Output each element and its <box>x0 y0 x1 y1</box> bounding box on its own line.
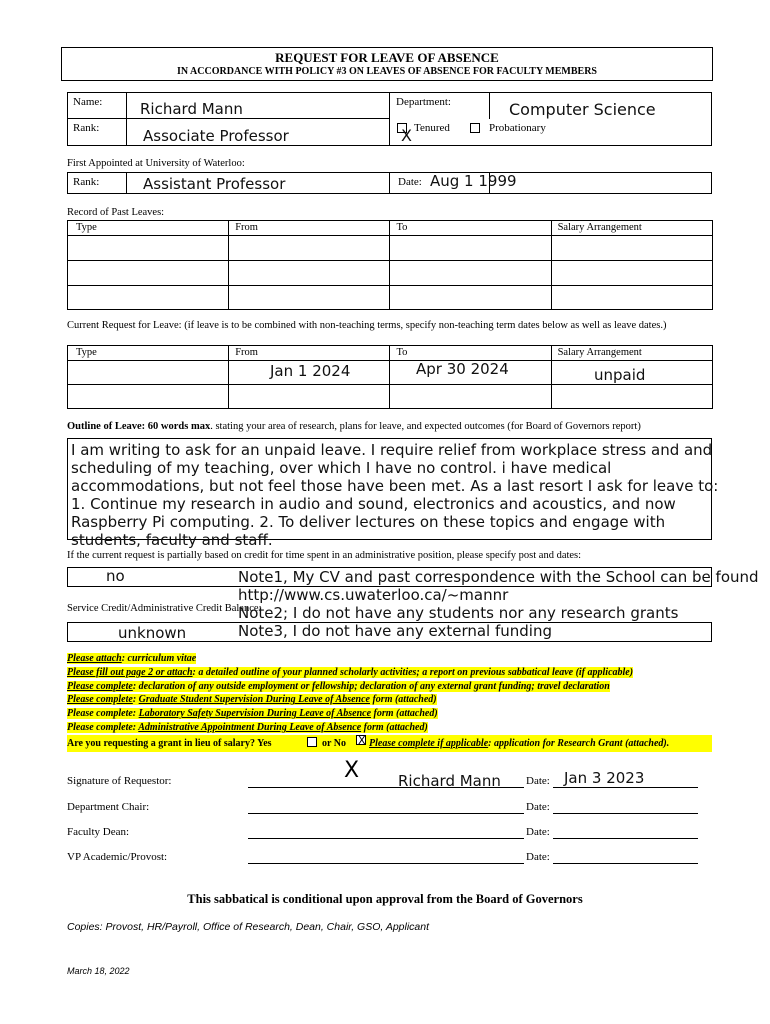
outline-text[interactable]: I am writing to ask for an unpaid leave. I require relief from workplace stress and and scheduling of my teaching, over which I have no control. i have medical accommodations, but not feel those have been met. As a last resort I ask for leave to: 1. Continue my research in audio and sound, electronics and acoustics, and now Raspberry Pi computing. 2. To deliver lectures on these topics and engage with students, faculty and staff. <box>71 441 719 549</box>
note3-text: Note3, I do not have any external funding <box>238 622 552 640</box>
service-credit-label: Service Credit/Administrative Credit Balance: <box>67 603 262 614</box>
first-appointed-heading: First Appointed at University of Waterloo: <box>67 158 245 169</box>
form-subtitle: IN ACCORDANCE WITH POLICY #3 ON LEAVES OF ABSENCE FOR FACULTY MEMBERS <box>177 66 597 77</box>
form-title: REQUEST FOR LEAVE OF ABSENCE <box>275 50 499 65</box>
grant-tail <box>369 738 669 749</box>
attach-cv-link: Please attach <box>67 653 122 664</box>
probationary-label: Probationary <box>489 122 546 134</box>
requestor-name: Richard Mann <box>398 772 501 790</box>
department-field[interactable]: Computer Science <box>509 100 656 119</box>
admin-post-value[interactable]: no <box>106 567 125 585</box>
requestor-signature-mark: X <box>344 758 360 783</box>
appointment-rank-label: Rank: <box>73 176 100 188</box>
current-col-from: From <box>235 347 258 358</box>
name-field[interactable]: Richard Mann <box>140 100 243 118</box>
requestor-signature-label: Signature of Requestor: <box>67 775 172 787</box>
note1-url[interactable]: http://www.cs.uwaterloo.ca/~mannr <box>238 586 509 604</box>
attach-declarations-link: Please complete <box>67 680 133 692</box>
grant-yes-checkbox[interactable] <box>307 737 317 747</box>
rank-field[interactable]: Associate Professor <box>143 127 289 145</box>
dean-date-line[interactable] <box>553 838 698 839</box>
appointment-date-field[interactable]: Aug 1 1999 <box>430 172 517 190</box>
probationary-checkbox[interactable] <box>470 123 480 133</box>
admin-question: If the current request is partially based on credit for time spent in an administrative position, please specify post and dates: <box>67 550 582 561</box>
past-col-to: To <box>396 222 408 233</box>
requestor-date-label: Date: <box>526 775 550 787</box>
appointment-date-label: Date: <box>398 176 422 188</box>
service-credit-value[interactable]: unknown <box>118 624 187 642</box>
note1-text: Note1, My CV and past correspondence with the School can be found <box>238 568 759 586</box>
vp-signature-line[interactable] <box>248 863 524 864</box>
chair-signature-label: Department Chair: <box>67 801 150 813</box>
attach-cv-text: : curriculum vitae <box>121 653 197 664</box>
attachments-block <box>67 652 633 735</box>
grant-or-no: or No <box>322 738 346 749</box>
table-row <box>68 261 713 286</box>
outline-label-bold: Outline of Leave: 60 words max <box>67 421 211 432</box>
dean-signature-label: Faculty Dean: <box>67 826 130 838</box>
tenured-check-mark: X <box>401 126 412 145</box>
attach-admin-prefix: Please complete: <box>67 721 139 733</box>
past-leaves-table <box>67 220 713 310</box>
chair-signature-line[interactable] <box>248 813 524 814</box>
copies-line: Copies: Provost, HR/Payroll, Office of Research, Dean, Chair, GSO, Applicant <box>67 921 430 933</box>
table-row <box>68 236 713 261</box>
attach-lab-prefix: Please complete: <box>67 708 139 720</box>
attach-outline-text: : a detailed outline of your planned scholarly activities; a report on previous sabbatical leave (if applicable) <box>192 666 634 678</box>
rank-label: Rank: <box>73 122 100 134</box>
tenured-label: Tenured <box>414 122 450 134</box>
outline-label-rest: . stating your area of research, plans for leave, and expected outcomes (for Board of Governors report) <box>210 421 641 432</box>
vp-signature-label: VP Academic/Provost: <box>67 851 168 863</box>
past-leaves-heading: Record of Past Leaves: <box>67 207 165 218</box>
chair-date-label: Date: <box>526 801 550 813</box>
current-col-type: Type <box>76 347 97 358</box>
dean-date-label: Date: <box>526 826 550 838</box>
appointment-rank-field[interactable]: Assistant Professor <box>143 175 286 193</box>
grant-tail-link[interactable]: Please complete if applicable <box>369 738 489 749</box>
vp-date-label: Date: <box>526 851 550 863</box>
past-col-type: Type <box>76 222 97 233</box>
outline-label <box>67 421 641 432</box>
name-label: Name: <box>73 96 103 108</box>
attach-grad-form-link[interactable]: Graduate Student Supervision During Leave of Absence <box>138 694 370 706</box>
requestor-date-value[interactable]: Jan 3 2023 <box>564 769 645 787</box>
grant-question: Are you requesting a grant in lieu of salary? Yes <box>67 738 272 749</box>
current-to-value[interactable]: Apr 30 2024 <box>416 360 509 378</box>
attach-grad-sep: : <box>132 694 139 706</box>
current-col-to: To <box>396 347 408 358</box>
department-label: Department: <box>396 96 451 108</box>
conditional-note: This sabbatical is conditional upon approval from the Board of Governors <box>187 892 583 906</box>
grant-tail-text: : application for Research Grant (attached). <box>488 738 670 749</box>
attach-admin-suffix: form (attached) <box>361 721 428 733</box>
current-col-salary: Salary Arrangement <box>557 347 642 358</box>
attach-grad-prefix: Please complete <box>67 694 133 706</box>
past-col-from: From <box>235 222 258 233</box>
requestor-date-line[interactable] <box>553 787 698 788</box>
table-row <box>68 385 713 409</box>
current-request-heading: Current Request for Leave: (if leave is to be combined with non-teaching terms, specify non-teaching term dates below as well as leave dates.) <box>67 320 667 331</box>
form-revision-date: March 18, 2022 <box>67 966 130 976</box>
current-from-value[interactable]: Jan 1 2024 <box>270 362 351 380</box>
chair-date-line[interactable] <box>553 813 698 814</box>
grant-no-mark: X <box>358 734 366 747</box>
attach-lab-suffix: form (attached) <box>371 708 438 720</box>
table-row <box>68 286 713 310</box>
attach-declarations-text: : declaration of any outside employment or fellowship; declaration of any external grant funding; travel declaration <box>132 680 610 692</box>
vp-date-line[interactable] <box>553 863 698 864</box>
attach-admin-form-link[interactable]: Administrative Appointment During Leave of Absence <box>138 721 362 733</box>
attach-outline-link: Please fill out page 2 or attach <box>67 666 193 678</box>
current-salary-value[interactable]: unpaid <box>594 366 646 384</box>
attach-grad-suffix: form (attached) <box>369 694 437 706</box>
dean-signature-line[interactable] <box>248 838 524 839</box>
note2-text: Note2; I do not have any students nor any research grants <box>238 604 679 622</box>
attach-lab-form-link[interactable]: Laboratory Safety Supervision During Leave of Absence <box>138 708 372 720</box>
past-col-salary: Salary Arrangement <box>557 222 642 233</box>
